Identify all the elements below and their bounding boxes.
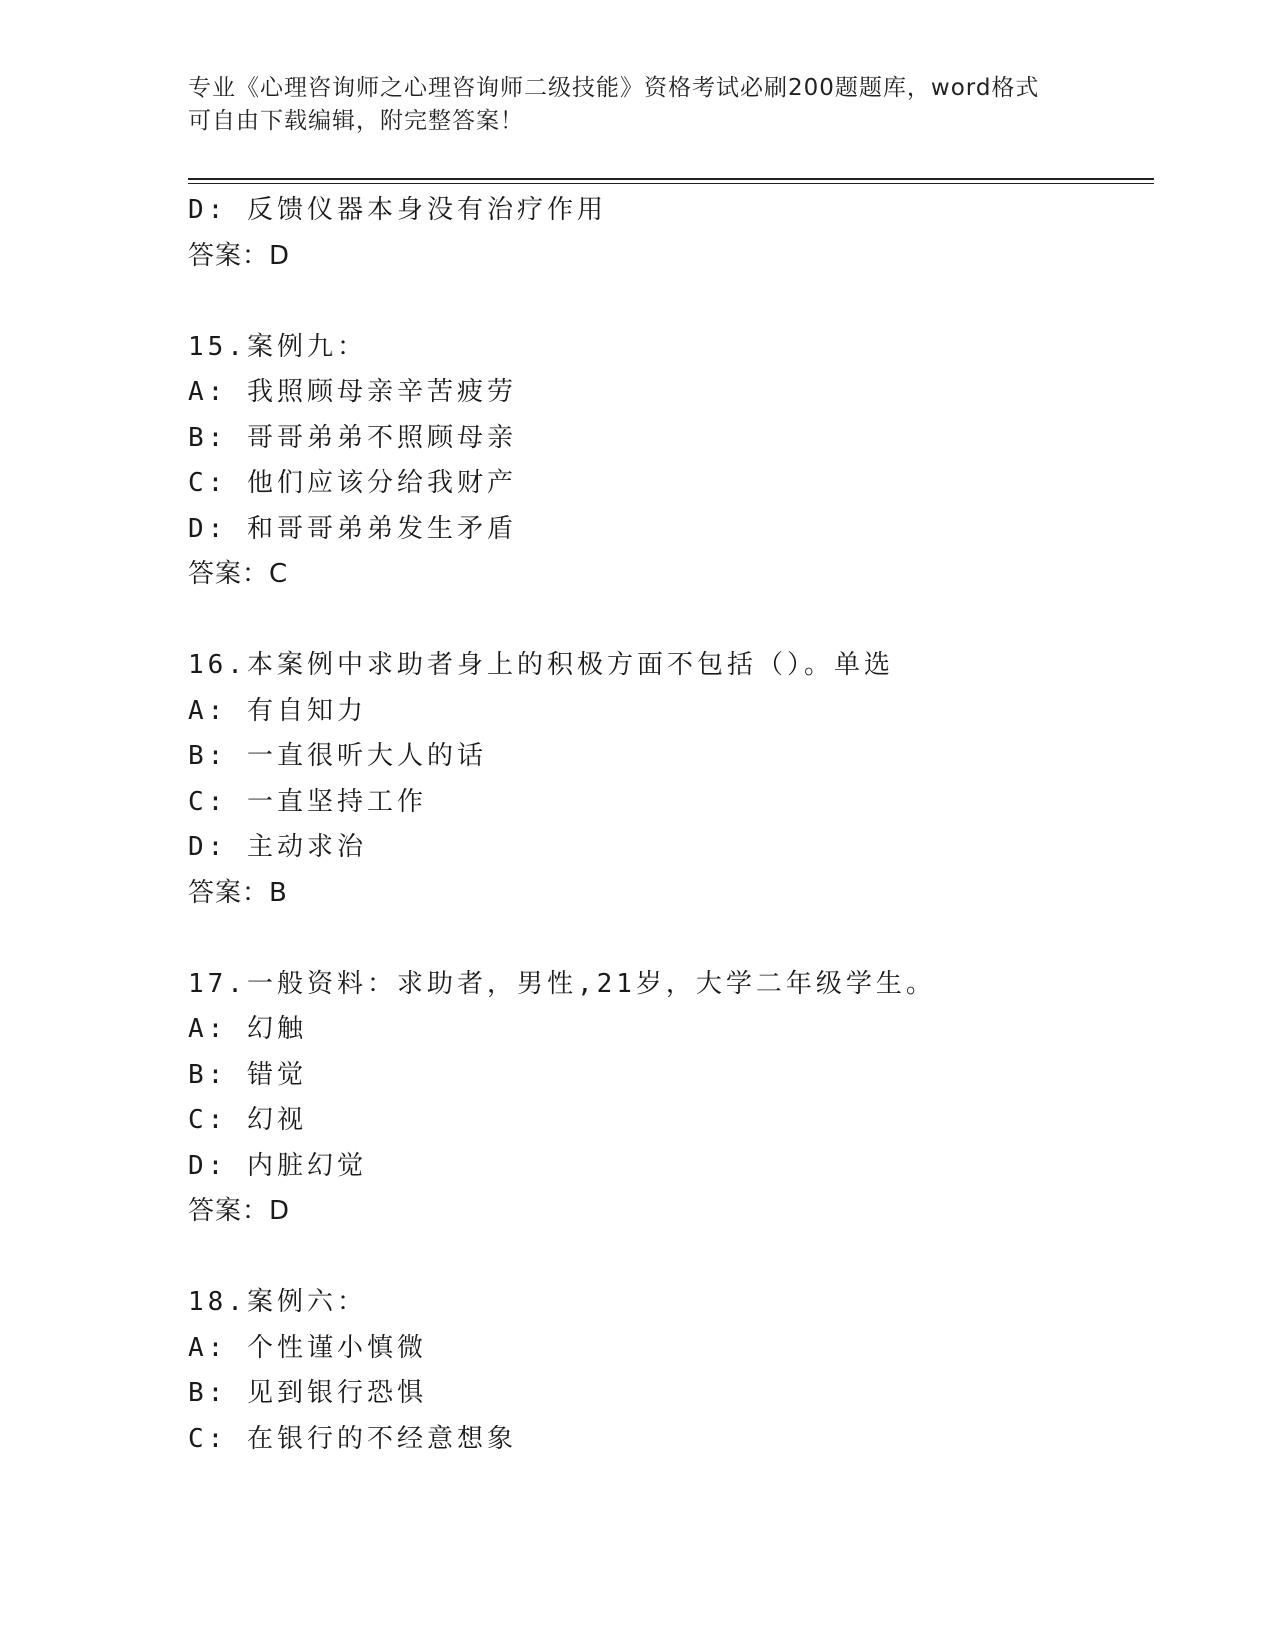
option-line: A: 我照顾母亲辛苦疲劳 bbox=[188, 377, 517, 407]
block-spacer bbox=[188, 598, 1148, 644]
question-stem: 16.本案例中求助者身上的积极方面不包括（）。单选 bbox=[188, 650, 894, 680]
option-line: D: 反馈仪器本身没有治疗作用 bbox=[188, 195, 607, 225]
question-block bbox=[188, 643, 1148, 916]
block-spacer bbox=[188, 1235, 1148, 1281]
header-title-line-2: 可自由下载编辑，附完整答案！ bbox=[188, 108, 524, 134]
block-spacer bbox=[188, 916, 1148, 962]
header-divider-thick bbox=[188, 178, 1154, 180]
option-line: A: 有自知力 bbox=[188, 695, 367, 726]
option-line: C: 一直坚持工作 bbox=[188, 786, 427, 817]
header-title-line-1: 专业《心理咨询师之心理咨询师二级技能》资格考试必刷200题题库，word格式 bbox=[188, 75, 1040, 101]
option-line: A: 个性谨小慎微 bbox=[188, 1332, 427, 1363]
answer-line: 答案：D bbox=[188, 1196, 291, 1226]
option-line: C: 幻视 bbox=[188, 1105, 307, 1135]
option-line: C: 在银行的不经意想象 bbox=[188, 1423, 517, 1454]
question-stem: 17.一般资料：求助者，男性,21岁，大学二年级学生。 bbox=[188, 968, 936, 999]
option-line: D: 主动求治 bbox=[188, 832, 367, 862]
option-line: B: 错觉 bbox=[188, 1059, 307, 1090]
answer-line: 答案：D bbox=[188, 240, 291, 271]
block-spacer bbox=[188, 279, 1148, 325]
question-list bbox=[188, 188, 1148, 1462]
option-line: D: 和哥哥弟弟发生矛盾 bbox=[188, 513, 517, 544]
answer-line: 答案：C bbox=[188, 559, 289, 589]
option-line: D: 内脏幻觉 bbox=[188, 1150, 367, 1181]
question-block bbox=[188, 962, 1148, 1235]
question-block bbox=[188, 188, 1148, 279]
question-stem: 15.案例九： bbox=[188, 331, 367, 362]
answer-line: 答案：B bbox=[188, 877, 288, 908]
question-block bbox=[188, 325, 1148, 598]
option-line: B: 一直很听大人的话 bbox=[188, 741, 487, 771]
option-line: B: 见到银行恐惧 bbox=[188, 1378, 427, 1408]
option-line: C: 他们应该分给我财产 bbox=[188, 468, 517, 498]
header-divider-thin bbox=[188, 183, 1154, 184]
option-line: A: 幻触 bbox=[188, 1014, 307, 1044]
question-block bbox=[188, 1280, 1148, 1462]
option-line: B: 哥哥弟弟不照顾母亲 bbox=[188, 422, 517, 453]
question-stem: 18.案例六： bbox=[188, 1287, 367, 1317]
document-header bbox=[188, 72, 1088, 138]
